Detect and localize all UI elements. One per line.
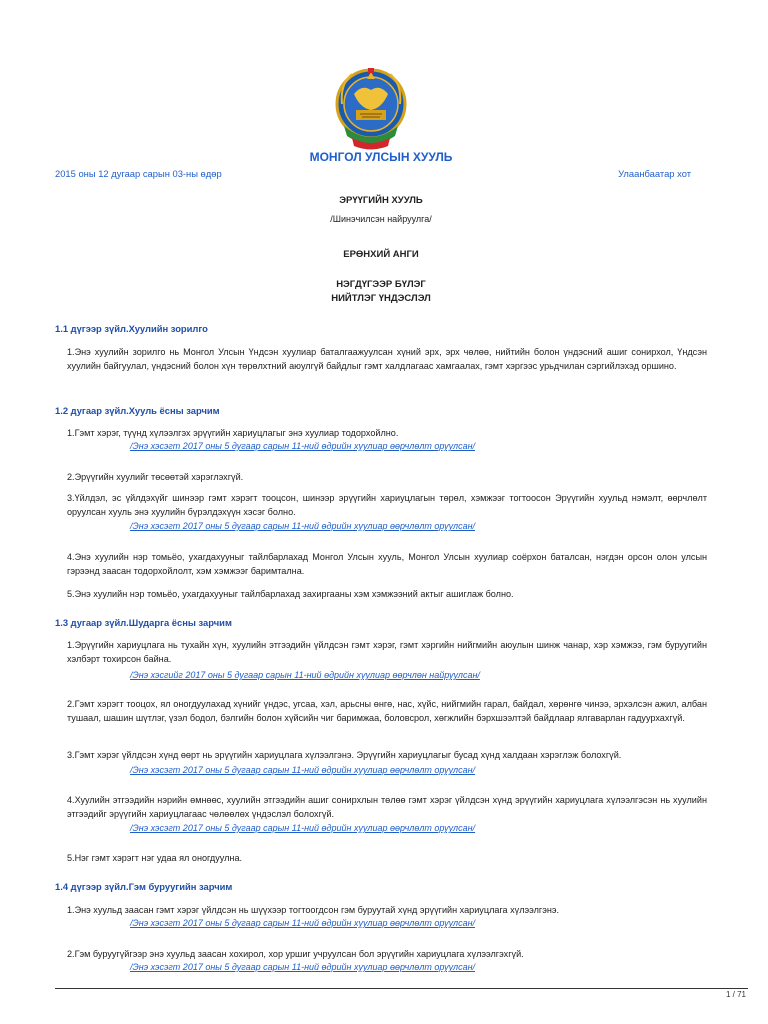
adoption-city: Улаанбаатар хот [618,168,691,179]
amendment-link[interactable]: /Энэ хэсэгт 2017 оны 5 дугаар сарын 11-ний өдрийн хуулиар өөрчлөлт оруулсан/ [130,823,476,833]
article-1-4-para-2: 2.Гэм буруугүйгээр энэ хуульд заасан хохирол, хор уршиг учруулсан бол эрүүгийн хариуцлага хүлээлгэхгүй. [67,949,524,959]
chapter-number: НЭГДҮГЭЭР БҮЛЭГ [336,279,426,290]
article-1-1-title: 1.1 дүгээр зүйл.Хуулийн зорилго [55,323,208,334]
article-1-2-para-2: 2.Эрүүгийн хуулийг төсөөтэй хэрэглэхгүй. [67,472,244,482]
article-1-2-para-5: 5.Энэ хуулийн нэр томьёо, ухагдахууныг тайлбарлахад захиргааны хэм хэмжээний актыг ашиглаж болно. [67,589,514,599]
article-1-3-para-3: 3.Гэмт хэрэг үйлдсэн хүнд өөрт нь эрүүгийн хариуцлага хүлээлгэнэ. Эрүүгийн хариуцлагыг бусад хүнд халдаан хэрэглэж болохгүй. [67,750,622,760]
part-title: ЕРӨНХИЙ АНГИ [343,249,419,260]
law-subtitle: /Шинэчилсэн найруулга/ [330,214,432,224]
law-header-title: МОНГОЛ УЛСЫН ХУУЛЬ [309,150,453,164]
amendment-link[interactable]: /Энэ хэсэгт 2017 оны 5 дугаар сарын 11-ний өдрийн хуулиар өөрчлөлт оруулсан/ [130,441,476,451]
article-1-4-title: 1.4 дүгээр зүйл.Гэм буруугийн зарчим [55,881,233,892]
amendment-link[interactable]: /Энэ хэсгийг 2017 оны 5 дугаар сарын 11-ний өдрийн хуулиар өөрчлөн найруулсан/ [130,670,480,680]
amendment-link[interactable]: /Энэ хэсэгт 2017 оны 5 дугаар сарын 11-ний өдрийн хуулиар өөрчлөлт оруулсан/ [130,962,476,972]
article-1-3-para-5: 5.Нэг гэмт хэрэгт нэг удаа ял оногдуулна. [67,853,243,863]
adoption-date: 2015 оны 12 дугаар сарын 03-ны өдөр [55,168,222,179]
chapter-title: НИЙТЛЭГ ҮНДЭСЛЭЛ [331,293,431,304]
amendment-link[interactable]: /Энэ хэсэгт 2017 оны 5 дугаар сарын 11-ний өдрийн хуулиар өөрчлөлт оруулсан/ [130,918,476,928]
law-title: ЭРҮҮГИЙН ХУУЛЬ [339,195,423,206]
article-1-2-para-4: 4.Энэ хуулийн нэр томьёо, ухагдахууныг тайлбарлахад Монгол Улсын хууль, Монгол Улсын хуулиар соёрхон баталсан, нэгдэн орсон олон улсын гэрээнд заасан тодорхойлолт, хэм хэмжээг баримтална. [67,552,707,576]
amendment-link[interactable]: /Энэ хэсэгт 2017 оны 5 дугаар сарын 11-ний өдрийн хуулиар өөрчлөлт оруулсан/ [130,521,476,531]
article-1-2-para-3: 3.Үйлдэл, эс үйлдэхүйг шинээр гэмт хэрэгт тооцсон, шинээр эрүүгийн хариуцлагын төрөл, хэмжээг тогтоосон Эрүүгийн хуульд нэмэлт, өөрчлөлт оруулсан хууль энэ хуулийн бүрэлдэхүүн хэсэг болно. [67,493,707,517]
article-1-3-title: 1.3 дугаар зүйл.Шударга ёсны зарчим [55,617,232,628]
article-1-3-para-1: 1.Эрүүгийн хариуцлага нь тухайн хүн, хуулийн этгээдийн үйлдсэн гэмт хэрэг, гэмт хэргийн нийгмийн аюулын шинж чанар, хэр хэмжээ, гэм буруугийн хэлбэрт тохирсон байна. [67,640,707,664]
page-number: 1 / 71 [725,990,746,999]
article-1-3-para-2: 2.Гэмт хэрэгт тооцох, ял оногдуулахад хүнийг үндэс, угсаа, хэл, арьсны өнгө, нас, хүйс, нийгмийн гарал, байдал, хөрөнгө чинээ, эрхэлсэн ажил, албан тушаал, шашин шүтлэг, үзэл бодол, бэлгийн болон хүйсийн чиг баримжаа, боловсрол, хөгжлийн бэрхшээлтэй байдлаар ялгаварлан гадуурхахгүй. [67,699,707,723]
article-1-3-para-4: 4.Хуулийн этгээдийн нэрийн өмнөөс, хуулийн этгээдийн ашиг сонирхлын төлөө гэмт хэрэг үйлдсэн хүнд эрүүгийн хариуцлага хүлээлгэсэн нь хуулийн этгээдийг эрүүгийн хариуцлагаас чөлөөлөх үндэслэл болохгүй. [67,795,707,819]
article-1-1-para-1: 1.Энэ хуулийн зорилго нь Монгол Улсын Үндсэн хуулиар баталгаажуулсан хүний эрх, эрх чөлөө, нийтийн болон үндэсний ашиг сонирхол, Үндсэн хуулийн байгуулал, үндэсний болон хүн төрөлхтний аюулгүй байдлыг гэмт халдлагаас хамгаалах, гэмт хэргээс урьдчилан сэргийлэхэд оршино. [67,347,707,371]
state-emblem-icon [334,64,408,154]
amendment-link[interactable]: /Энэ хэсэгт 2017 оны 5 дугаар сарын 11-ний өдрийн хуулиар өөрчлөлт оруулсан/ [130,765,476,775]
article-1-2-para-1: 1.Гэмт хэрэг, түүнд хүлээлгэх эрүүгийн хариуцлагыг энэ хуулиар тодорхойлно. [67,428,399,438]
footer-divider [55,988,748,989]
article-1-2-title: 1.2 дугаар зүйл.Хууль ёсны зарчим [55,405,220,416]
article-1-4-para-1: 1.Энэ хуульд заасан гэмт хэрэг үйлдсэн нь шүүхээр тогтоогдсон гэм буруутай хүнд эрүүгийн хариуцлага хүлээлгэнэ. [67,905,560,915]
